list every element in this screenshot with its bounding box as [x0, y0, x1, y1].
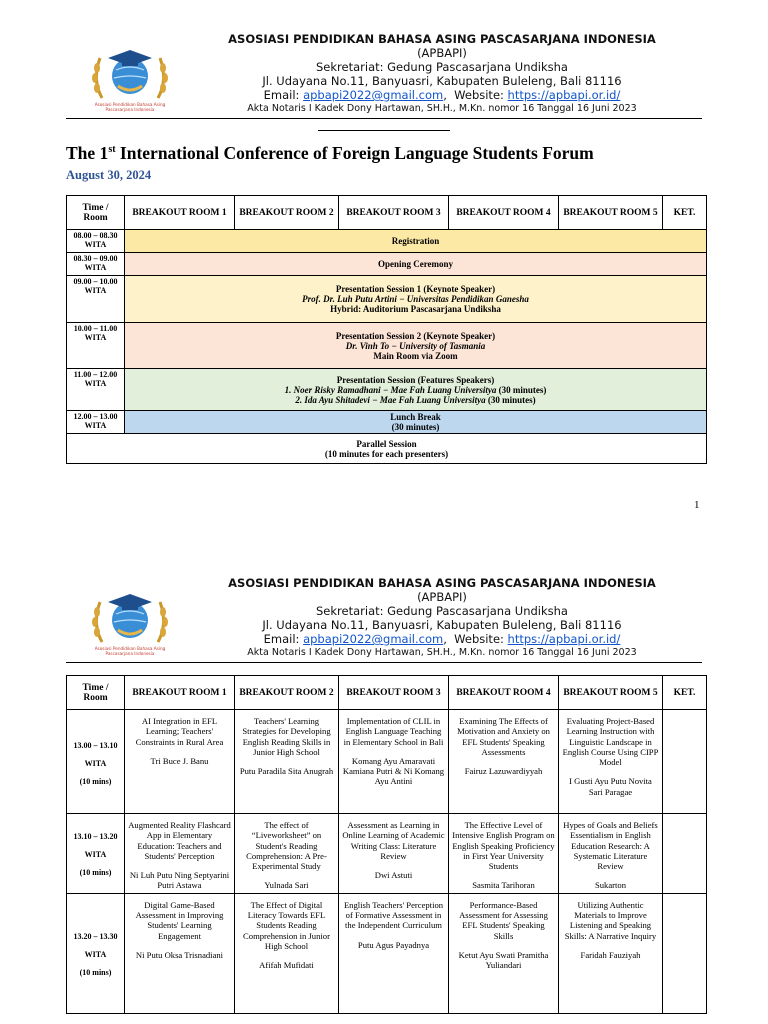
secretariat: Sekretariat: Gedung Pascasarjana Undiksha — [316, 60, 568, 74]
letterhead-text — [178, 576, 706, 660]
parallel-session-cell: Parallel Session (10 minutes for each presenters) — [67, 434, 707, 464]
parallel-session-table — [66, 675, 707, 1014]
registration-cell: Registration — [125, 230, 707, 253]
presentation-cell: Augmented Reality Flashcard App in Elementary Education: Teachers and Students' Perception Ni Luh Putu Ning Septyarini Putri Astawa — [125, 814, 235, 894]
presentation-cell: AI Integration in EFL Learning; Teachers' Constraints in Rural Area Tri Buce J. Banu — [125, 710, 235, 814]
table-row: 11.00 – 12.00 WITA Presentation Session (Features Speakers) 1. Noer Risky Ramadhani − Mae Fah Luang Universitya (30 minutes) 2. Ida Ayu Shitadevi − Mae Fah Luang Universitya (30 minutes) — [67, 369, 707, 411]
presentation-cell: Utilizing Authentic Materials to Improve Listening and Speaking Skills: A Narrative Inquiry Faridah Fauziyah — [559, 893, 663, 1013]
letterhead-text — [178, 32, 706, 116]
table-row: 10.00 – 11.00 WITA Presentation Session 2 (Keynote Speaker) Dr. Vinh To − University of Tasmania Main Room via Zoom — [67, 323, 707, 369]
opening-ceremony-cell: Opening Ceremony — [125, 253, 707, 276]
header-room-4: BREAKOUT ROOM 4 — [449, 676, 559, 710]
header-ket: KET. — [663, 676, 707, 710]
table-row: 09.00 – 10.00 WITA Presentation Session 1 (Keynote Speaker) Prof. Dr. Luh Putu Artini − Universitas Pendidikan Ganesha Hybrid: Auditorium Pascasarjana Undiksha — [67, 276, 707, 323]
header-room-3: BREAKOUT ROOM 3 — [339, 676, 449, 710]
header-room-4: BREAKOUT ROOM 4 — [449, 196, 559, 230]
keynote-2-cell: Presentation Session 2 (Keynote Speaker) Dr. Vinh To − University of Tasmania Main Room via Zoom — [125, 323, 707, 369]
session-time: 13.00 – 13.10 WITA (10 mins) — [67, 710, 125, 814]
presentation-cell: Implementation of CLIL in English Language Teaching in Elementary School in Bali Komang Ayu Amaravati Kamiana Putri & Ni Komang Ayu Antini — [339, 710, 449, 814]
ket-cell — [663, 814, 707, 894]
letterhead — [66, 32, 702, 120]
page-number: 1 — [694, 499, 700, 511]
table-row: 12.00 – 13.00 WITA Lunch Break (30 minutes) — [67, 411, 707, 434]
email-link[interactable]: apbapi2022@gmail.com — [303, 88, 444, 102]
letterhead-divider — [66, 662, 702, 663]
header-room-1: BREAKOUT ROOM 1 — [125, 676, 235, 710]
header-time: Time / Room — [67, 676, 125, 710]
letterhead — [66, 576, 702, 664]
svg-text:Asosiasi Pendidikan Bahasa Asi: Asosiasi Pendidikan Bahasa Asing — [94, 646, 166, 651]
header-room-5: BREAKOUT ROOM 5 — [559, 196, 663, 230]
header-ket: KET. — [663, 196, 707, 230]
presentation-cell: English Teachers' Perception of Formative Assessment in the Independent Curriculum Putu Agus Payadnya — [339, 893, 449, 1013]
email-link[interactable]: apbapi2022@gmail.com — [303, 632, 444, 646]
table-header-row — [67, 196, 707, 230]
letterhead-divider — [66, 118, 702, 119]
apbapi-logo-icon — [88, 40, 172, 112]
ket-cell — [663, 710, 707, 814]
keynote-1-cell: Presentation Session 1 (Keynote Speaker) Prof. Dr. Luh Putu Artini − Universitas Pendidikan Ganesha Hybrid: Auditorium Pascasarjana Undiksha — [125, 276, 707, 323]
presentation-cell: The Effective Level of Intensive English Program on English Speaking Proficiency in First Year University Students Sasmita Tarihoran — [449, 814, 559, 894]
table-row — [67, 434, 707, 464]
session-time: 13.10 – 13.20 WITA (10 mins) — [67, 814, 125, 894]
org-name: ASOSIASI PENDIDIKAN BAHASA ASING PASCASARJANA INDONESIA — [228, 32, 656, 46]
header-room-5: BREAKOUT ROOM 5 — [559, 676, 663, 710]
table-row: 08.00 – 08.30 WITA Registration — [67, 230, 707, 253]
apbapi-logo-icon — [88, 584, 172, 656]
table-header-row — [67, 676, 707, 710]
presentation-cell: Digital Game-Based Assessment in Improving Students' Learning Engagement Ni Putu Oksa Trisnadiani — [125, 893, 235, 1013]
table-row: 08.30 – 09.00 WITA Opening Ceremony — [67, 253, 707, 276]
schedule-table — [66, 195, 707, 464]
header-room-1: BREAKOUT ROOM 1 — [125, 196, 235, 230]
presentation-cell: Performance-Based Assessment for Assessing EFL Students' Speaking Skills Ketut Ayu Swati Pramitha Yuliandari — [449, 893, 559, 1013]
header-time: Time / Room — [67, 196, 125, 230]
akta-notaris: Akta Notaris I Kadek Dony Hartawan, SH.H., M.Kn. nomor 16 Tanggal 16 Juni 2023 — [247, 103, 637, 114]
featured-speakers-cell: Presentation Session (Features Speakers) 1. Noer Risky Ramadhani − Mae Fah Luang Universitya (30 minutes) 2. Ida Ayu Shitadevi − Mae Fah Luang Universitya (30 minutes) — [125, 369, 707, 411]
letterhead-divider-short — [318, 130, 450, 131]
header-room-3: BREAKOUT ROOM 3 — [339, 196, 449, 230]
org-name: ASOSIASI PENDIDIKAN BAHASA ASING PASCASARJANA INDONESIA — [228, 576, 656, 590]
address: Jl. Udayana No.11, Banyuasri, Kabupaten Buleleng, Bali 81116 — [262, 74, 622, 88]
conference-date: August 30, 2024 — [66, 168, 152, 182]
presentation-cell: Evaluating Project-Based Learning Instruction with Linguistic Landscape in English Course Using CIPP Model I Gusti Ayu Putu Novita Sari Paragae — [559, 710, 663, 814]
session-row — [67, 893, 707, 1013]
lunch-break-cell: Lunch Break (30 minutes) — [125, 411, 707, 434]
org-abbr: (APBAPI) — [417, 590, 467, 604]
conference-title: The 1st International Conference of Foreign Language Students Forum — [66, 143, 594, 163]
presentation-cell: Assessment as Learning in Online Learning of Academic Writing Class: Literature Review Dwi Astuti — [339, 814, 449, 894]
presentation-cell: Examining The Effects of Motivation and Anxiety on EFL Students' Speaking Assessments Fairuz Lazuwardiyyah — [449, 710, 559, 814]
website-link[interactable]: https://apbapi.or.id/ — [507, 88, 621, 102]
akta-notaris: Akta Notaris I Kadek Dony Hartawan, SH.H., M.Kn. nomor 16 Tanggal 16 Juni 2023 — [247, 647, 637, 658]
session-row — [67, 814, 707, 894]
ket-cell — [663, 893, 707, 1013]
session-row — [67, 710, 707, 814]
session-time: 13.20 – 13.30 WITA (10 mins) — [67, 893, 125, 1013]
presentation-cell: Teachers' Learning Strategies for Developing English Reading Skills in Junior High School Putu Paradila Sita Anugrah — [235, 710, 339, 814]
svg-text:Pascasarjana Indonesia: Pascasarjana Indonesia — [105, 107, 155, 112]
presentation-cell: The effect of “Liveworksheet” on Student's Reading Comprehension: A Pre-Experimental Study Yulnada Sari — [235, 814, 339, 894]
contact-line: Email: apbapi2022@gmail.com, Website: https://apbapi.or.id/ — [263, 88, 621, 102]
svg-text:Pascasarjana Indonesia: Pascasarjana Indonesia — [105, 651, 155, 656]
svg-text:Asosiasi Pendidikan Bahasa Asi: Asosiasi Pendidikan Bahasa Asing — [94, 102, 166, 107]
header-room-2: BREAKOUT ROOM 2 — [235, 196, 339, 230]
address: Jl. Udayana No.11, Banyuasri, Kabupaten Buleleng, Bali 81116 — [262, 618, 622, 632]
secretariat: Sekretariat: Gedung Pascasarjana Undiksha — [316, 604, 568, 618]
website-link[interactable]: https://apbapi.or.id/ — [507, 632, 621, 646]
org-abbr: (APBAPI) — [417, 46, 467, 60]
contact-line: Email: apbapi2022@gmail.com, Website: https://apbapi.or.id/ — [263, 632, 621, 646]
presentation-cell: Hypes of Goals and Beliefs Essentialism in English Education Research: A Systematic Literature Review Sukarton — [559, 814, 663, 894]
presentation-cell: The Effect of Digital Literacy Towards EFL Students Reading Comprehension in Junior High School Afifah Mufidati — [235, 893, 339, 1013]
header-room-2: BREAKOUT ROOM 2 — [235, 676, 339, 710]
page-2 — [0, 560, 768, 1024]
